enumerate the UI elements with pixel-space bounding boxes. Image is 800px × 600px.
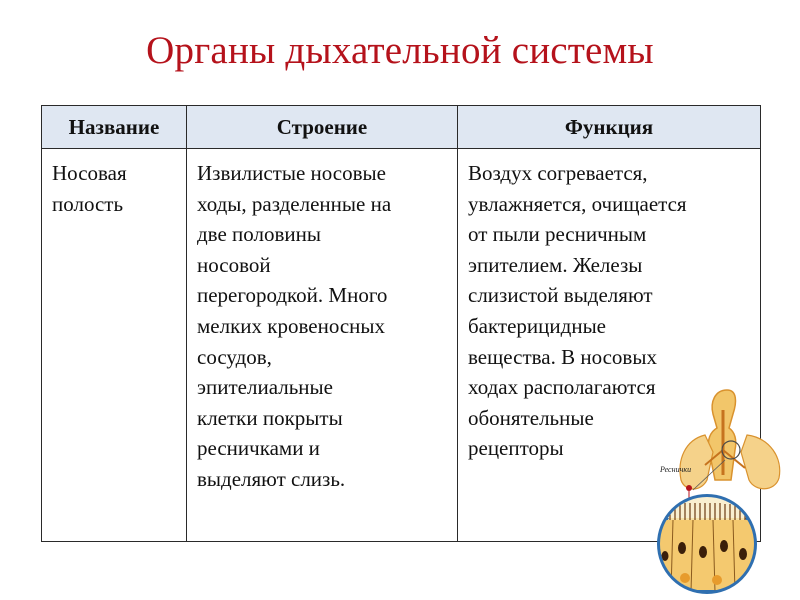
header-structure: Строение: [187, 106, 458, 149]
cell-name: [42, 149, 187, 542]
magnified-cilia-circle: [655, 496, 765, 592]
table-header-row: [42, 106, 761, 149]
cell-line: эпителиальные: [197, 375, 333, 400]
cell-line: Воздух согревается,: [468, 161, 648, 185]
cilia-label: Реснички: [660, 465, 692, 474]
header-name: Название: [42, 106, 187, 149]
cell-line: рецепторы: [468, 436, 564, 461]
respiratory-cilia-illustration: [655, 380, 800, 600]
cell-line: бактерицидные: [468, 313, 606, 338]
lungs-figure: [680, 390, 780, 489]
cell-line: выделяют слизь.: [197, 466, 346, 491]
cell-line: сосудов,: [197, 344, 272, 369]
table-row: [42, 149, 761, 542]
header-function: Функция: [458, 106, 761, 149]
cell-line: клетки покрыты: [197, 405, 343, 430]
marker-dot: [686, 485, 692, 491]
cell-line: увлажняется, очищается: [468, 191, 687, 216]
cell-line: ресничками и: [197, 436, 320, 461]
cell-line: две половины: [197, 222, 321, 247]
cell-line: эпителием. Железы: [468, 252, 643, 277]
cell-line: слизистой выделяют: [468, 283, 653, 308]
cell-line: вещества. В носовых: [468, 344, 657, 369]
cell-line: ходы, разделенные на: [197, 191, 392, 216]
respiratory-organs-table: [41, 105, 761, 542]
cell-line: обонятельные: [468, 405, 594, 430]
cell-line: перегородкой. Много: [197, 283, 388, 308]
cell-line: Извилистые носовые: [197, 161, 386, 185]
cell-line: мелких кровеносных: [197, 313, 386, 338]
cell-line: ходах располагаются: [468, 375, 656, 400]
page-title: Органы дыхательной системы: [146, 29, 654, 72]
cell-line: носовой: [197, 252, 271, 277]
cell-line: от пыли ресничным: [468, 222, 647, 247]
cell-line: полость: [52, 191, 124, 216]
cell-structure: [187, 149, 458, 542]
cell-line: Носовая: [52, 161, 127, 185]
